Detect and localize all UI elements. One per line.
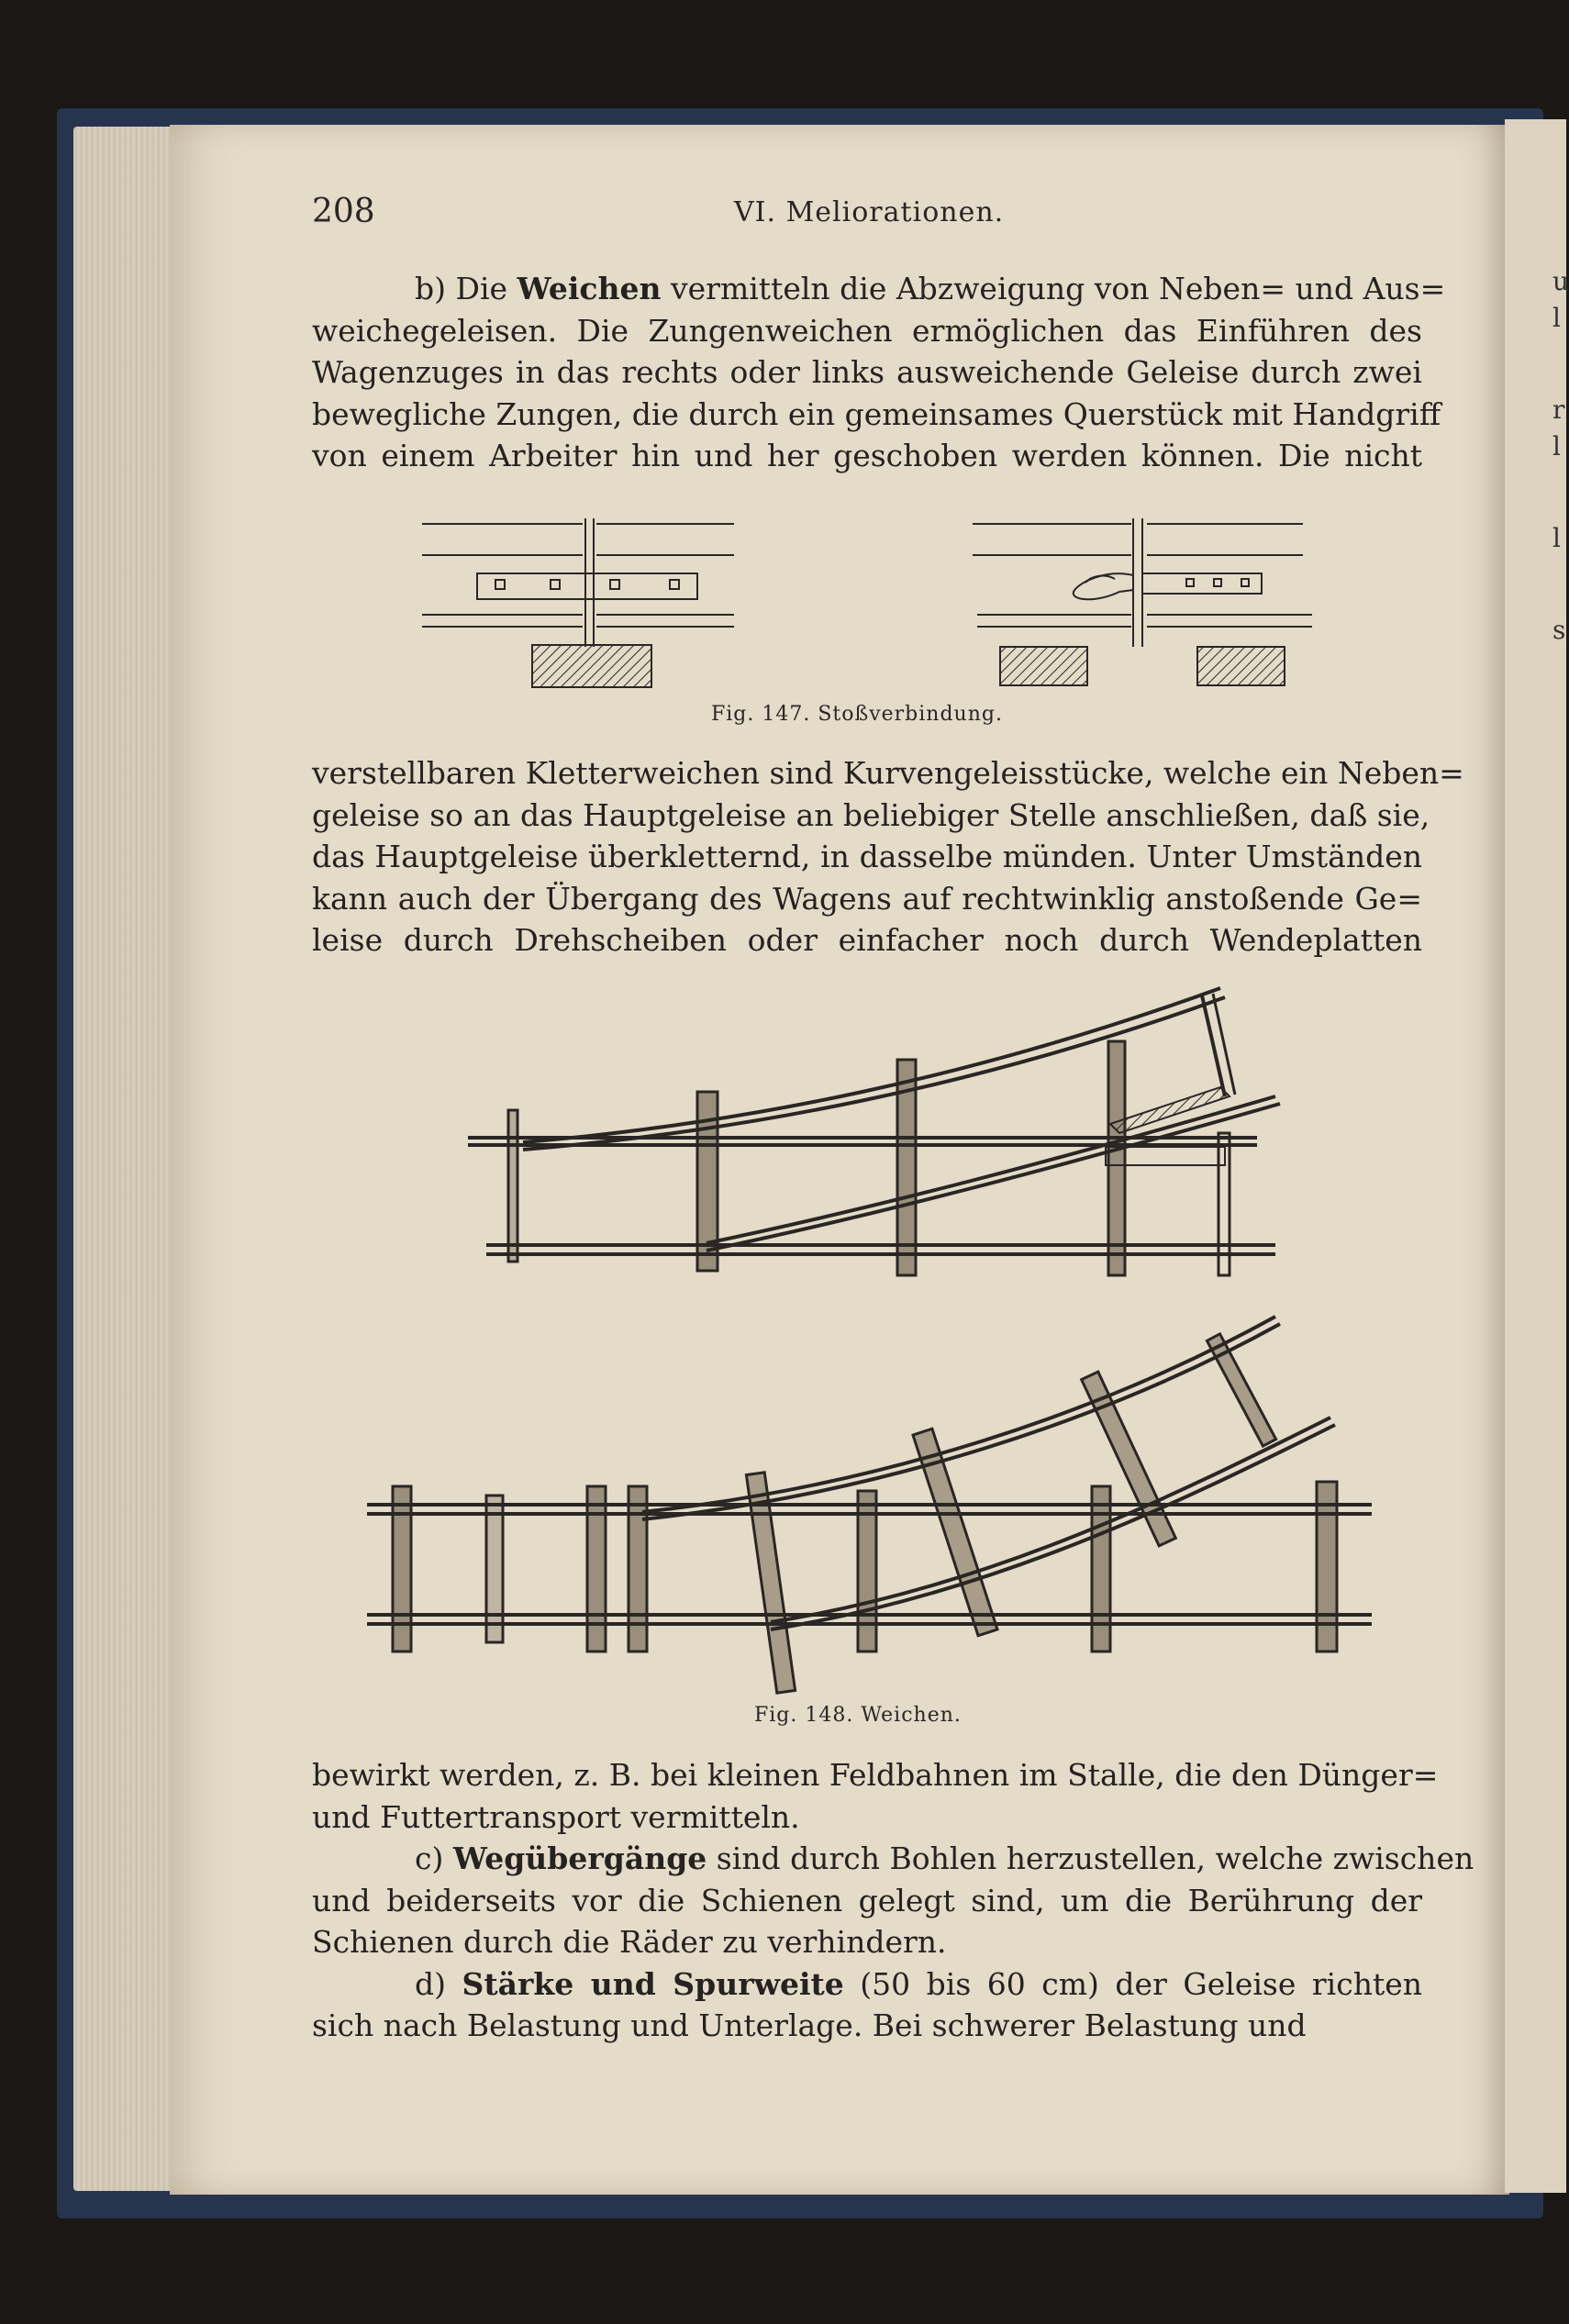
text-line	[312, 1796, 1422, 1839]
text-line	[312, 2005, 1422, 2047]
text-run: kann auch der Übergang des Wagens auf rechtwinklig anstoßende Ge=	[312, 880, 1422, 917]
next-page-fragment: s	[1552, 615, 1566, 645]
running-head: VI. Meliorationen.	[734, 196, 1005, 228]
bold-term: Stärke und Spurweite	[462, 1965, 844, 2002]
text-run: weichegeleisen. Die Zungenweichen ermöglichen das Einführen des	[312, 312, 1422, 349]
next-page-fragment: l	[1552, 303, 1561, 333]
text-line	[312, 1963, 1422, 2006]
text-line	[312, 752, 1464, 795]
text-line	[312, 795, 1430, 837]
text-run: und Futtertransport vermitteln.	[312, 1798, 800, 1835]
text-line	[312, 1921, 1422, 1963]
figure-148-caption: Fig. 148. Weichen.	[754, 1704, 962, 1727]
text-run: c)	[415, 1840, 453, 1876]
text-run: geleise so an das Hauptgeleise an beliebiger Stelle anschließen, daß sie,	[312, 796, 1430, 833]
next-page-edge	[1505, 119, 1569, 2193]
text-line	[312, 351, 1422, 394]
paragraph-kletterweichen	[312, 752, 1464, 962]
next-page-fragment: l	[1552, 431, 1561, 461]
page-header	[312, 193, 1422, 229]
text-run: Schienen durch die Räder zu verhindern.	[312, 1924, 947, 1960]
text-line	[312, 394, 1441, 436]
text-run: b) Die	[415, 271, 517, 306]
paragraph-wegubergaenge	[312, 1754, 1474, 2047]
text-run: d)	[415, 1965, 462, 2002]
text-run: sind durch Bohlen herzustellen, welche zwischen	[707, 1840, 1474, 1876]
text-line	[312, 268, 1446, 310]
text-line	[312, 836, 1422, 878]
text-run: verstellbaren Kletterweichen sind Kurvengeleisstücke, welche ein Neben=	[312, 755, 1464, 791]
figure-147-joint-right	[968, 518, 1317, 693]
text-line	[312, 1754, 1439, 1796]
figure-147-caption: Fig. 147. Stoßverbindung.	[711, 703, 1003, 726]
next-page-fragment: l	[1552, 523, 1561, 553]
text-line	[312, 1838, 1474, 1880]
text-run: das Hauptgeleise überkletternd, in dasselbe münden. Unter Umständen	[312, 839, 1422, 874]
bold-term: Wegübergänge	[452, 1840, 707, 1876]
figure-148-switch-top	[468, 968, 1294, 1280]
text-line	[312, 435, 1422, 477]
text-run: Wagenzuges in das rechts oder links ausweichende Geleise durch zwei	[312, 354, 1422, 390]
figure-148-switch-bottom	[367, 1312, 1376, 1697]
text-run: leise durch Drehscheiben oder einfacher noch durch Wendeplatten	[312, 922, 1422, 958]
next-page-fragment: r	[1552, 395, 1565, 425]
text-run: von einem Arbeiter hin und her geschoben werden können. Die nicht	[312, 438, 1422, 473]
bold-term: Weichen	[517, 271, 662, 306]
text-line	[312, 1880, 1422, 1922]
next-page-fragment: u	[1552, 266, 1569, 296]
text-run: vermitteln die Abzweigung von Neben= und Aus=	[661, 271, 1446, 306]
text-run: (50 bis 60 cm) der Geleise richten	[843, 1965, 1422, 2002]
text-line	[312, 878, 1422, 920]
text-line	[312, 310, 1422, 352]
text-run: sich nach Belastung und Unterlage. Bei schwerer Belastung und	[312, 2007, 1307, 2043]
text-run: bewirkt werden, z. B. bei kleinen Feldbahnen im Stalle, die den Dünger=	[312, 1757, 1439, 1793]
text-run: und beiderseits vor die Schienen gelegt sind, um die Berührung der	[312, 1882, 1422, 1918]
page-number: 208	[312, 193, 375, 230]
text-run: bewegliche Zungen, die durch ein gemeinsames Querstück mit Handgriff	[312, 395, 1441, 432]
paragraph-weichen	[312, 268, 1446, 477]
text-line	[312, 919, 1422, 962]
figure-147-joint-left	[417, 518, 739, 693]
